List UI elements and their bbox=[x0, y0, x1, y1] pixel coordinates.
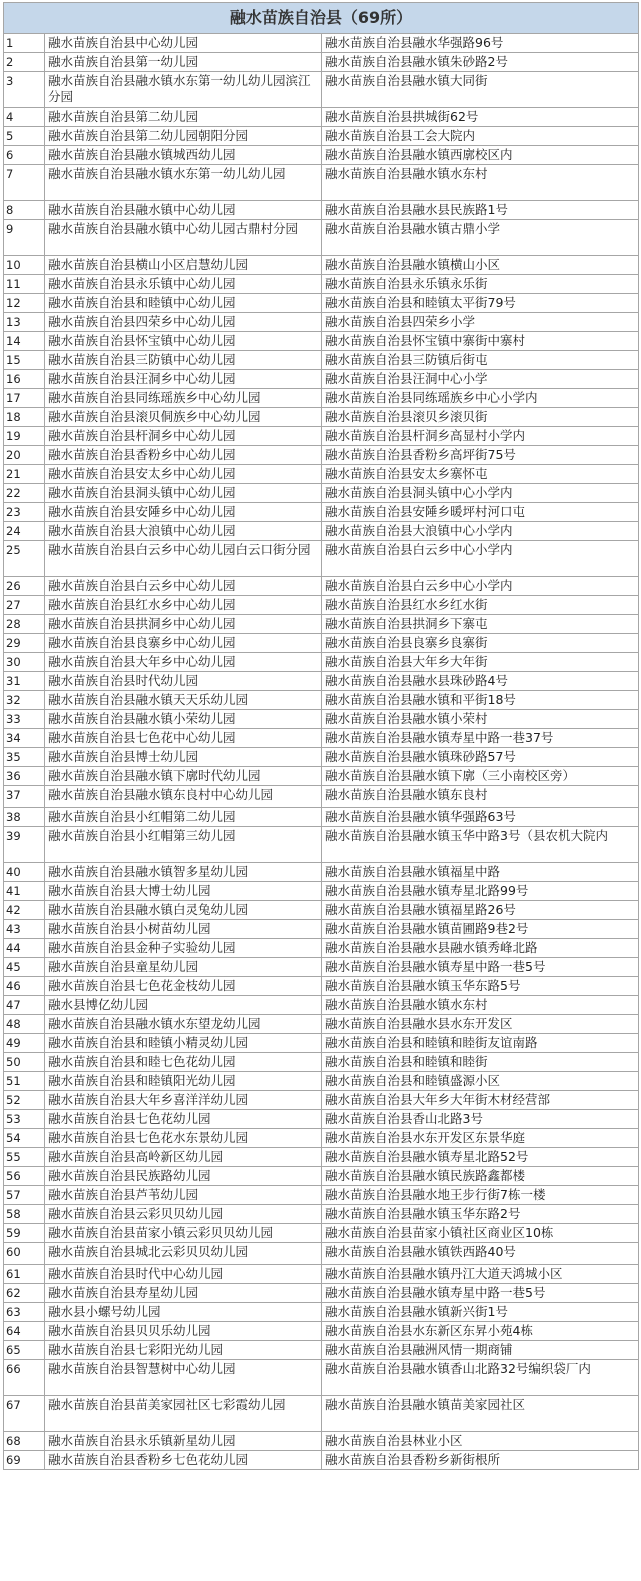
table-row bbox=[4, 710, 639, 729]
kindergarten-address: 融水苗族自治县融水镇寿星中路一巷37号 bbox=[322, 729, 639, 748]
kindergarten-address: 融水苗族自治县工会大院内 bbox=[322, 127, 639, 146]
row-number: 59 bbox=[4, 1224, 45, 1243]
table-row bbox=[4, 275, 639, 294]
kindergarten-name: 融水县博亿幼儿园 bbox=[45, 996, 322, 1015]
row-number: 13 bbox=[4, 313, 45, 332]
kindergarten-address: 融水苗族自治县永乐镇永乐街 bbox=[322, 275, 639, 294]
table-row bbox=[4, 1015, 639, 1034]
row-number: 6 bbox=[4, 146, 45, 165]
kindergarten-address: 融水苗族自治县拱城街62号 bbox=[322, 108, 639, 127]
kindergarten-name: 融水苗族自治县四荣乡中心幼儿园 bbox=[45, 313, 322, 332]
kindergarten-name: 融水苗族自治县第二幼儿园朝阳分园 bbox=[45, 127, 322, 146]
kindergarten-address: 融水苗族自治县汪洞中心小学 bbox=[322, 370, 639, 389]
kindergarten-name: 融水苗族自治县七色花金枝幼儿园 bbox=[45, 977, 322, 996]
kindergarten-address: 融水苗族自治县滚贝乡滚贝街 bbox=[322, 408, 639, 427]
kindergarten-name: 融水苗族自治县小树苗幼儿园 bbox=[45, 920, 322, 939]
kindergarten-address: 融水苗族自治县融水镇寿星中路一巷5号 bbox=[322, 958, 639, 977]
table-row bbox=[4, 1148, 639, 1167]
kindergarten-address: 融水苗族自治县良寨乡良寨街 bbox=[322, 634, 639, 653]
row-number: 37 bbox=[4, 786, 45, 808]
kindergarten-address: 融水苗族自治县红水乡红水街 bbox=[322, 596, 639, 615]
kindergarten-name: 融水苗族自治县七彩阳光幼儿园 bbox=[45, 1341, 322, 1360]
table-row bbox=[4, 1186, 639, 1205]
row-number: 28 bbox=[4, 615, 45, 634]
kindergarten-name: 融水苗族自治县七色花中心幼儿园 bbox=[45, 729, 322, 748]
row-number: 40 bbox=[4, 863, 45, 882]
row-number: 38 bbox=[4, 808, 45, 827]
row-number: 46 bbox=[4, 977, 45, 996]
table-row bbox=[4, 920, 639, 939]
table-row bbox=[4, 503, 639, 522]
table-row bbox=[4, 313, 639, 332]
kindergarten-name: 融水苗族自治县融水镇智多星幼儿园 bbox=[45, 863, 322, 882]
kindergarten-address: 融水苗族自治县融水县珠砂路4号 bbox=[322, 672, 639, 691]
kindergarten-address: 融水苗族自治县融水县民族路1号 bbox=[322, 201, 639, 220]
kindergarten-address: 融水苗族自治县白云乡中心小学内 bbox=[322, 541, 639, 577]
table-row bbox=[4, 165, 639, 201]
row-number: 68 bbox=[4, 1432, 45, 1451]
row-number: 58 bbox=[4, 1205, 45, 1224]
row-number: 64 bbox=[4, 1322, 45, 1341]
kindergarten-address: 融水苗族自治县融水镇朱砂路2号 bbox=[322, 53, 639, 72]
kindergarten-address: 融水苗族自治县融水镇福星路26号 bbox=[322, 901, 639, 920]
table-row bbox=[4, 808, 639, 827]
row-number: 35 bbox=[4, 748, 45, 767]
kindergarten-name: 融水苗族自治县红水乡中心幼儿园 bbox=[45, 596, 322, 615]
row-number: 42 bbox=[4, 901, 45, 920]
row-number: 50 bbox=[4, 1053, 45, 1072]
table-row bbox=[4, 446, 639, 465]
table-row bbox=[4, 351, 639, 370]
row-number: 3 bbox=[4, 72, 45, 108]
kindergarten-name: 融水苗族自治县香粉乡七色花幼儿园 bbox=[45, 1451, 322, 1470]
table-row bbox=[4, 389, 639, 408]
row-number: 23 bbox=[4, 503, 45, 522]
row-number: 26 bbox=[4, 577, 45, 596]
row-number: 47 bbox=[4, 996, 45, 1015]
kindergarten-name: 融水苗族自治县七色花水东景幼儿园 bbox=[45, 1129, 322, 1148]
kindergarten-address: 融水苗族自治县融水镇东良村 bbox=[322, 786, 639, 808]
table-row bbox=[4, 1243, 639, 1265]
kindergarten-name: 融水苗族自治县芦苇幼儿园 bbox=[45, 1186, 322, 1205]
row-number: 15 bbox=[4, 351, 45, 370]
kindergarten-address: 融水苗族自治县融水镇和平街18号 bbox=[322, 691, 639, 710]
table-row bbox=[4, 1072, 639, 1091]
table-body bbox=[4, 3, 639, 1470]
kindergarten-name: 融水苗族自治县贝贝乐幼儿园 bbox=[45, 1322, 322, 1341]
kindergarten-address: 融水苗族自治县四荣乡小学 bbox=[322, 313, 639, 332]
kindergarten-name: 融水苗族自治县融水镇东良村中心幼儿园 bbox=[45, 786, 322, 808]
table-row bbox=[4, 1091, 639, 1110]
row-number: 60 bbox=[4, 1243, 45, 1265]
row-number: 53 bbox=[4, 1110, 45, 1129]
kindergarten-name: 融水苗族自治县大浪镇中心幼儿园 bbox=[45, 522, 322, 541]
row-number: 20 bbox=[4, 446, 45, 465]
table-row bbox=[4, 522, 639, 541]
row-number: 22 bbox=[4, 484, 45, 503]
kindergarten-address: 融水苗族自治县融水地王步行街7栋一楼 bbox=[322, 1186, 639, 1205]
row-number: 67 bbox=[4, 1396, 45, 1432]
kindergarten-address: 融水苗族自治县融水县融水镇秀峰北路 bbox=[322, 939, 639, 958]
table-row bbox=[4, 1284, 639, 1303]
kindergarten-name: 融水苗族自治县拱洞乡中心幼儿园 bbox=[45, 615, 322, 634]
row-number: 36 bbox=[4, 767, 45, 786]
kindergarten-address: 融水苗族自治县水东开发区东景华庭 bbox=[322, 1129, 639, 1148]
kindergarten-address: 融水苗族自治县融水镇玉华东路5号 bbox=[322, 977, 639, 996]
table-row bbox=[4, 1341, 639, 1360]
kindergarten-address: 融水苗族自治县杆洞乡高显村小学内 bbox=[322, 427, 639, 446]
kindergarten-address: 融水苗族自治县香粉乡高坪街75号 bbox=[322, 446, 639, 465]
kindergarten-address: 融水苗族自治县融水镇横山小区 bbox=[322, 256, 639, 275]
kindergarten-address: 融水苗族自治县水东新区东昇小苑4栋 bbox=[322, 1322, 639, 1341]
kindergarten-name: 融水苗族自治县大博士幼儿园 bbox=[45, 882, 322, 901]
table-row bbox=[4, 108, 639, 127]
title-row bbox=[4, 3, 639, 34]
row-number: 66 bbox=[4, 1360, 45, 1396]
kindergarten-name: 融水苗族自治县智慧树中心幼儿园 bbox=[45, 1360, 322, 1396]
table-row bbox=[4, 127, 639, 146]
kindergarten-address: 融水苗族自治县融水镇寿星北路99号 bbox=[322, 882, 639, 901]
kindergarten-name: 融水苗族自治县永乐镇中心幼儿园 bbox=[45, 275, 322, 294]
kindergarten-address: 融水苗族自治县大年乡大年街 bbox=[322, 653, 639, 672]
kindergarten-address: 融水苗族自治县融水镇珠砂路57号 bbox=[322, 748, 639, 767]
row-number: 12 bbox=[4, 294, 45, 313]
row-number: 14 bbox=[4, 332, 45, 351]
kindergarten-name: 融水苗族自治县怀宝镇中心幼儿园 bbox=[45, 332, 322, 351]
row-number: 11 bbox=[4, 275, 45, 294]
row-number: 19 bbox=[4, 427, 45, 446]
kindergarten-name: 融水苗族自治县高岭新区幼儿园 bbox=[45, 1148, 322, 1167]
kindergarten-address: 融水苗族自治县和睦镇和睦街友谊南路 bbox=[322, 1034, 639, 1053]
table-row bbox=[4, 786, 639, 808]
kindergarten-name: 融水苗族自治县安陲乡中心幼儿园 bbox=[45, 503, 322, 522]
row-number: 8 bbox=[4, 201, 45, 220]
table-row bbox=[4, 1322, 639, 1341]
kindergarten-address: 融水苗族自治县融水镇新兴街1号 bbox=[322, 1303, 639, 1322]
table-row bbox=[4, 1432, 639, 1451]
table-row bbox=[4, 977, 639, 996]
kindergarten-address: 融水苗族自治县和睦镇太平街79号 bbox=[322, 294, 639, 313]
table-row bbox=[4, 1265, 639, 1284]
row-number: 24 bbox=[4, 522, 45, 541]
row-number: 10 bbox=[4, 256, 45, 275]
kindergarten-address: 融水苗族自治县怀宝镇中寨街中寨村 bbox=[322, 332, 639, 351]
table-row bbox=[4, 72, 639, 108]
table-row bbox=[4, 634, 639, 653]
kindergarten-name: 融水苗族自治县金种子实验幼儿园 bbox=[45, 939, 322, 958]
row-number: 69 bbox=[4, 1451, 45, 1470]
table-row bbox=[4, 691, 639, 710]
row-number: 7 bbox=[4, 165, 45, 201]
kindergarten-address: 融水苗族自治县大年乡大年街木材经营部 bbox=[322, 1091, 639, 1110]
kindergarten-name: 融水苗族自治县中心幼儿园 bbox=[45, 34, 322, 53]
kindergarten-address: 融水苗族自治县洞头镇中心小学内 bbox=[322, 484, 639, 503]
kindergarten-name: 融水苗族自治县云彩贝贝幼儿园 bbox=[45, 1205, 322, 1224]
kindergarten-name: 融水苗族自治县安太乡中心幼儿园 bbox=[45, 465, 322, 484]
kindergarten-address: 融水苗族自治县拱洞乡下寨屯 bbox=[322, 615, 639, 634]
row-number: 43 bbox=[4, 920, 45, 939]
school-table bbox=[3, 2, 639, 1470]
row-number: 18 bbox=[4, 408, 45, 427]
kindergarten-name: 融水苗族自治县小红帽第二幼儿园 bbox=[45, 808, 322, 827]
table-row bbox=[4, 1451, 639, 1470]
kindergarten-address: 融水苗族自治县融水镇香山北路32号编织袋厂内 bbox=[322, 1360, 639, 1396]
kindergarten-address: 融水苗族自治县融水镇苗圃路9巷2号 bbox=[322, 920, 639, 939]
row-number: 21 bbox=[4, 465, 45, 484]
table-row bbox=[4, 484, 639, 503]
kindergarten-name: 融水苗族自治县民族路幼儿园 bbox=[45, 1167, 322, 1186]
kindergarten-address: 融水苗族自治县大浪镇中心小学内 bbox=[322, 522, 639, 541]
table-row bbox=[4, 294, 639, 313]
kindergarten-name: 融水苗族自治县融水镇水东第一幼儿幼儿园滨江分园 bbox=[45, 72, 322, 108]
table-row bbox=[4, 465, 639, 484]
kindergarten-address: 融水苗族自治县融洲风情一期商铺 bbox=[322, 1341, 639, 1360]
kindergarten-name: 融水苗族自治县同练瑶族乡中心幼儿园 bbox=[45, 389, 322, 408]
table-row bbox=[4, 1129, 639, 1148]
table-row bbox=[4, 1110, 639, 1129]
row-number: 48 bbox=[4, 1015, 45, 1034]
kindergarten-address: 融水苗族自治县融水镇寿星北路52号 bbox=[322, 1148, 639, 1167]
table-row bbox=[4, 146, 639, 165]
row-number: 29 bbox=[4, 634, 45, 653]
table-row bbox=[4, 34, 639, 53]
kindergarten-name: 融水苗族自治县白云乡中心幼儿园 bbox=[45, 577, 322, 596]
kindergarten-name: 融水苗族自治县时代中心幼儿园 bbox=[45, 1265, 322, 1284]
row-number: 4 bbox=[4, 108, 45, 127]
table-row bbox=[4, 1205, 639, 1224]
table-row bbox=[4, 577, 639, 596]
table-row bbox=[4, 427, 639, 446]
table-row bbox=[4, 332, 639, 351]
row-number: 52 bbox=[4, 1091, 45, 1110]
row-number: 41 bbox=[4, 882, 45, 901]
kindergarten-name: 融水苗族自治县融水镇中心幼儿园古鼎村分园 bbox=[45, 220, 322, 256]
kindergarten-name: 融水苗族自治县融水镇水东第一幼儿幼儿园 bbox=[45, 165, 322, 201]
row-number: 44 bbox=[4, 939, 45, 958]
kindergarten-name: 融水苗族自治县童星幼儿园 bbox=[45, 958, 322, 977]
kindergarten-name: 融水苗族自治县汪洞乡中心幼儿园 bbox=[45, 370, 322, 389]
table-row bbox=[4, 1396, 639, 1432]
kindergarten-name: 融水苗族自治县寿星幼儿园 bbox=[45, 1284, 322, 1303]
table-row bbox=[4, 596, 639, 615]
kindergarten-address: 融水苗族自治县白云乡中心小学内 bbox=[322, 577, 639, 596]
kindergarten-name: 融水苗族自治县杆洞乡中心幼儿园 bbox=[45, 427, 322, 446]
row-number: 16 bbox=[4, 370, 45, 389]
row-number: 57 bbox=[4, 1186, 45, 1205]
table-row bbox=[4, 220, 639, 256]
table-row bbox=[4, 201, 639, 220]
kindergarten-name: 融水苗族自治县融水镇天天乐幼儿园 bbox=[45, 691, 322, 710]
table-row bbox=[4, 1053, 639, 1072]
kindergarten-address: 融水苗族自治县安陲乡暖坪村河口屯 bbox=[322, 503, 639, 522]
table-row bbox=[4, 672, 639, 691]
kindergarten-address: 融水苗族自治县融水县水东开发区 bbox=[322, 1015, 639, 1034]
kindergarten-name: 融水苗族自治县融水镇小荣幼儿园 bbox=[45, 710, 322, 729]
kindergarten-address: 融水苗族自治县同练瑶族乡中心小学内 bbox=[322, 389, 639, 408]
row-number: 61 bbox=[4, 1265, 45, 1284]
row-number: 39 bbox=[4, 827, 45, 863]
row-number: 34 bbox=[4, 729, 45, 748]
table-row bbox=[4, 1360, 639, 1396]
kindergarten-name: 融水苗族自治县融水镇水东望龙幼儿园 bbox=[45, 1015, 322, 1034]
row-number: 5 bbox=[4, 127, 45, 146]
table-row bbox=[4, 53, 639, 72]
row-number: 27 bbox=[4, 596, 45, 615]
table-row bbox=[4, 958, 639, 977]
table-row bbox=[4, 408, 639, 427]
kindergarten-name: 融水苗族自治县第二幼儿园 bbox=[45, 108, 322, 127]
kindergarten-name: 融水苗族自治县苗美家园社区七彩霞幼儿园 bbox=[45, 1396, 322, 1432]
kindergarten-name: 融水苗族自治县和睦镇中心幼儿园 bbox=[45, 294, 322, 313]
kindergarten-name: 融水苗族自治县融水镇下廓时代幼儿园 bbox=[45, 767, 322, 786]
kindergarten-address: 融水苗族自治县融水镇华强路63号 bbox=[322, 808, 639, 827]
row-number: 25 bbox=[4, 541, 45, 577]
table-title: 融水苗族自治县（69所） bbox=[4, 3, 639, 34]
kindergarten-address: 融水苗族自治县融水镇民族路鑫都楼 bbox=[322, 1167, 639, 1186]
kindergarten-address: 融水苗族自治县融水华强路96号 bbox=[322, 34, 639, 53]
table-row bbox=[4, 827, 639, 863]
table-row bbox=[4, 729, 639, 748]
table-row bbox=[4, 901, 639, 920]
kindergarten-address: 融水苗族自治县融水镇玉华中路3号（县农机大院内 bbox=[322, 827, 639, 863]
table-row bbox=[4, 541, 639, 577]
row-number: 45 bbox=[4, 958, 45, 977]
kindergarten-address: 融水苗族自治县苗家小镇社区商业区10栋 bbox=[322, 1224, 639, 1243]
kindergarten-address: 融水苗族自治县融水镇大同街 bbox=[322, 72, 639, 108]
row-number: 2 bbox=[4, 53, 45, 72]
kindergarten-address: 融水苗族自治县融水镇西廓校区内 bbox=[322, 146, 639, 165]
table-row bbox=[4, 615, 639, 634]
kindergarten-name: 融水苗族自治县苗家小镇云彩贝贝幼儿园 bbox=[45, 1224, 322, 1243]
row-number: 17 bbox=[4, 389, 45, 408]
row-number: 9 bbox=[4, 220, 45, 256]
kindergarten-name: 融水苗族自治县香粉乡中心幼儿园 bbox=[45, 446, 322, 465]
table-row bbox=[4, 256, 639, 275]
kindergarten-address: 融水苗族自治县香粉乡新街根所 bbox=[322, 1451, 639, 1470]
table-row bbox=[4, 996, 639, 1015]
kindergarten-name: 融水苗族自治县永乐镇新星幼儿园 bbox=[45, 1432, 322, 1451]
table-row bbox=[4, 748, 639, 767]
kindergarten-address: 融水苗族自治县香山北路3号 bbox=[322, 1110, 639, 1129]
kindergarten-address: 融水苗族自治县融水镇福星中路 bbox=[322, 863, 639, 882]
kindergarten-name: 融水苗族自治县七色花幼儿园 bbox=[45, 1110, 322, 1129]
kindergarten-name: 融水苗族自治县和睦镇小精灵幼儿园 bbox=[45, 1034, 322, 1053]
table-row bbox=[4, 1034, 639, 1053]
row-number: 55 bbox=[4, 1148, 45, 1167]
kindergarten-name: 融水苗族自治县时代幼儿园 bbox=[45, 672, 322, 691]
row-number: 65 bbox=[4, 1341, 45, 1360]
kindergarten-address: 融水苗族自治县三防镇后街屯 bbox=[322, 351, 639, 370]
kindergarten-name: 融水苗族自治县大年乡喜洋洋幼儿园 bbox=[45, 1091, 322, 1110]
kindergarten-name: 融水苗族自治县和睦镇阳光幼儿园 bbox=[45, 1072, 322, 1091]
table-row bbox=[4, 882, 639, 901]
kindergarten-address: 融水苗族自治县融水镇下廓（三小南校区旁） bbox=[322, 767, 639, 786]
kindergarten-address: 融水苗族自治县融水镇玉华东路2号 bbox=[322, 1205, 639, 1224]
row-number: 56 bbox=[4, 1167, 45, 1186]
kindergarten-name: 融水苗族自治县横山小区启慧幼儿园 bbox=[45, 256, 322, 275]
table-row bbox=[4, 1224, 639, 1243]
row-number: 30 bbox=[4, 653, 45, 672]
kindergarten-name: 融水苗族自治县融水镇白灵兔幼儿园 bbox=[45, 901, 322, 920]
kindergarten-name: 融水苗族自治县博士幼儿园 bbox=[45, 748, 322, 767]
kindergarten-name: 融水苗族自治县融水镇城西幼儿园 bbox=[45, 146, 322, 165]
kindergarten-address: 融水苗族自治县林业小区 bbox=[322, 1432, 639, 1451]
row-number: 49 bbox=[4, 1034, 45, 1053]
kindergarten-name: 融水苗族自治县滚贝侗族乡中心幼儿园 bbox=[45, 408, 322, 427]
kindergarten-name: 融水苗族自治县大年乡中心幼儿园 bbox=[45, 653, 322, 672]
kindergarten-name: 融水苗族自治县融水镇中心幼儿园 bbox=[45, 201, 322, 220]
kindergarten-name: 融水苗族自治县第一幼儿园 bbox=[45, 53, 322, 72]
kindergarten-address: 融水苗族自治县和睦镇盛源小区 bbox=[322, 1072, 639, 1091]
kindergarten-address: 融水苗族自治县融水镇小荣村 bbox=[322, 710, 639, 729]
kindergarten-address: 融水苗族自治县融水镇苗美家园社区 bbox=[322, 1396, 639, 1432]
row-number: 32 bbox=[4, 691, 45, 710]
kindergarten-address: 融水苗族自治县安太乡寨怀屯 bbox=[322, 465, 639, 484]
row-number: 54 bbox=[4, 1129, 45, 1148]
row-number: 51 bbox=[4, 1072, 45, 1091]
row-number: 33 bbox=[4, 710, 45, 729]
kindergarten-name: 融水苗族自治县小红帽第三幼儿园 bbox=[45, 827, 322, 863]
row-number: 31 bbox=[4, 672, 45, 691]
table-row bbox=[4, 1303, 639, 1322]
kindergarten-address: 融水苗族自治县融水镇水东村 bbox=[322, 165, 639, 201]
kindergarten-address: 融水苗族自治县融水镇丹江大道天鸿城小区 bbox=[322, 1265, 639, 1284]
kindergarten-name: 融水苗族自治县城北云彩贝贝幼儿园 bbox=[45, 1243, 322, 1265]
table-row bbox=[4, 863, 639, 882]
row-number: 62 bbox=[4, 1284, 45, 1303]
table-row bbox=[4, 767, 639, 786]
kindergarten-name: 融水县小螺号幼儿园 bbox=[45, 1303, 322, 1322]
kindergarten-name: 融水苗族自治县洞头镇中心幼儿园 bbox=[45, 484, 322, 503]
table-row bbox=[4, 1167, 639, 1186]
row-number: 63 bbox=[4, 1303, 45, 1322]
kindergarten-address: 融水苗族自治县融水镇铁西路40号 bbox=[322, 1243, 639, 1265]
kindergarten-name: 融水苗族自治县白云乡中心幼儿园白云口街分园 bbox=[45, 541, 322, 577]
kindergarten-address: 融水苗族自治县融水镇寿星中路一巷5号 bbox=[322, 1284, 639, 1303]
kindergarten-name: 融水苗族自治县和睦七色花幼儿园 bbox=[45, 1053, 322, 1072]
kindergarten-name: 融水苗族自治县三防镇中心幼儿园 bbox=[45, 351, 322, 370]
kindergarten-address: 融水苗族自治县融水镇古鼎小学 bbox=[322, 220, 639, 256]
table-row bbox=[4, 653, 639, 672]
kindergarten-address: 融水苗族自治县融水镇水东村 bbox=[322, 996, 639, 1015]
kindergarten-address: 融水苗族自治县和睦镇和睦街 bbox=[322, 1053, 639, 1072]
kindergarten-name: 融水苗族自治县良寨乡中心幼儿园 bbox=[45, 634, 322, 653]
row-number: 1 bbox=[4, 34, 45, 53]
table-row bbox=[4, 370, 639, 389]
table-row bbox=[4, 939, 639, 958]
